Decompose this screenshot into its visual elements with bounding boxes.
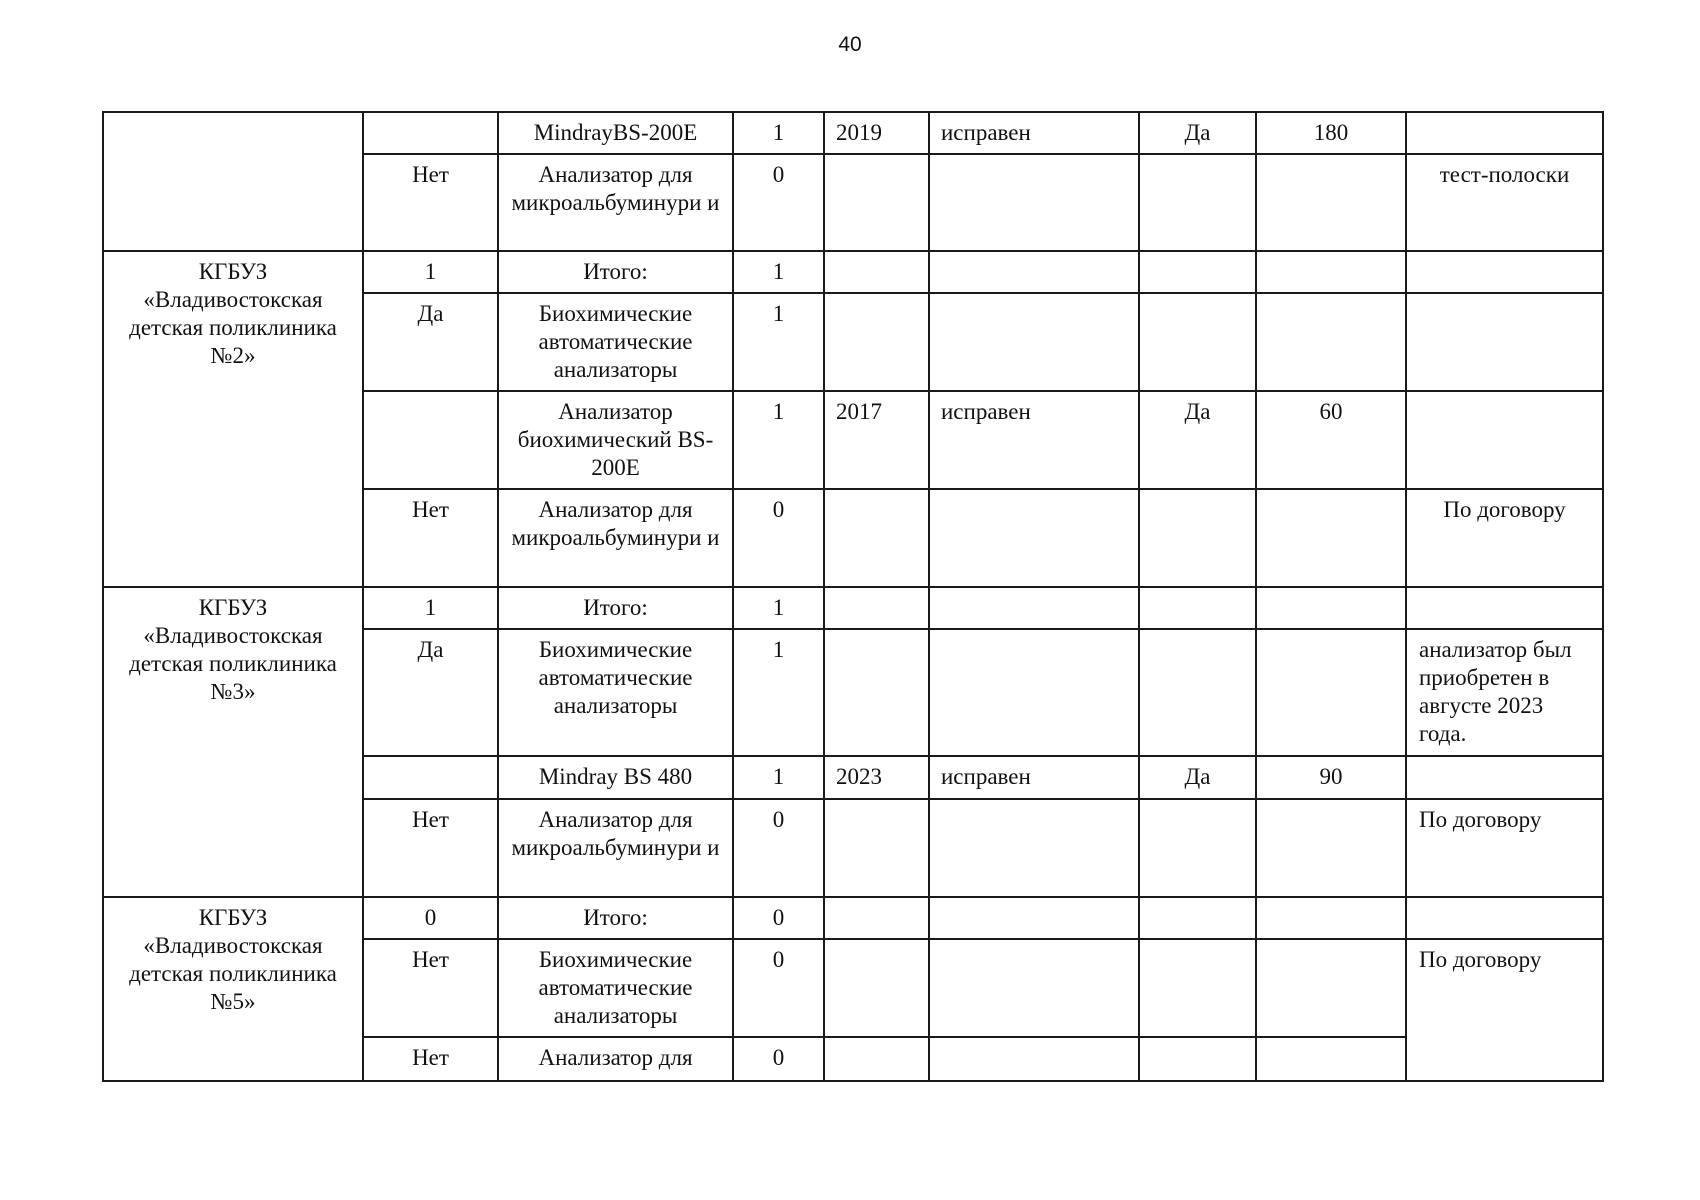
status-cell: Нет [363, 799, 498, 897]
year-cell [824, 251, 929, 293]
note-cell: По договору [1406, 939, 1603, 1081]
item-cell: Mindray BS 480 [498, 756, 733, 799]
year-cell: 2017 [824, 391, 929, 489]
qty-cell: 0 [733, 1037, 824, 1081]
org-cell [103, 112, 363, 251]
state-cell [929, 939, 1139, 1037]
status-cell: Нет [363, 1037, 498, 1081]
status-cell: Да [363, 629, 498, 756]
table-row [103, 587, 1603, 629]
status-cell: Нет [363, 154, 498, 251]
status-cell: 1 [363, 251, 498, 293]
year-cell: 2023 [824, 756, 929, 799]
note-cell [1406, 251, 1603, 293]
year-cell [824, 154, 929, 251]
flag-cell [1139, 251, 1256, 293]
state-cell: исправен [929, 112, 1139, 154]
page-number: 40 [838, 33, 862, 56]
item-cell: Итого: [498, 897, 733, 939]
state-cell [929, 897, 1139, 939]
days-cell [1256, 251, 1406, 293]
status-cell: Нет [363, 939, 498, 1037]
qty-cell: 0 [733, 154, 824, 251]
qty-cell: 0 [733, 939, 824, 1037]
qty-cell: 0 [733, 489, 824, 587]
flag-cell [1139, 1037, 1256, 1081]
flag-cell: Да [1139, 112, 1256, 154]
qty-cell: 1 [733, 251, 824, 293]
item-cell: Итого: [498, 251, 733, 293]
flag-cell [1139, 293, 1256, 391]
item-cell: Биохимические автоматические анализаторы [498, 629, 733, 756]
org-cell: КГБУЗ «Владивостокская детская поликлиника №2» [103, 251, 363, 587]
note-cell: По договору [1406, 799, 1603, 897]
org-cell: КГБУЗ «Владивостокская детская поликлиника №5» [103, 897, 363, 1081]
days-cell [1256, 489, 1406, 587]
flag-cell: Да [1139, 391, 1256, 489]
table-row [103, 897, 1603, 939]
year-cell [824, 897, 929, 939]
state-cell [929, 489, 1139, 587]
days-cell [1256, 897, 1406, 939]
qty-cell: 1 [733, 587, 824, 629]
qty-cell: 0 [733, 799, 824, 897]
days-cell: 60 [1256, 391, 1406, 489]
status-cell [363, 391, 498, 489]
item-cell: Анализатор биохимический BS-200E [498, 391, 733, 489]
table-row [103, 112, 1603, 154]
status-cell: Нет [363, 489, 498, 587]
note-cell [1406, 756, 1603, 799]
status-cell [363, 112, 498, 154]
note-cell: По договору [1406, 489, 1603, 587]
state-cell [929, 1037, 1139, 1081]
status-cell [363, 756, 498, 799]
days-cell [1256, 587, 1406, 629]
state-cell: исправен [929, 756, 1139, 799]
item-cell: Биохимические автоматические анализаторы [498, 293, 733, 391]
item-cell: Биохимические автоматические анализаторы [498, 939, 733, 1037]
days-cell [1256, 293, 1406, 391]
note-cell [1406, 587, 1603, 629]
note-cell [1406, 897, 1603, 939]
state-cell [929, 587, 1139, 629]
flag-cell [1139, 489, 1256, 587]
qty-cell: 1 [733, 391, 824, 489]
note-cell [1406, 112, 1603, 154]
year-cell [824, 1037, 929, 1081]
qty-cell: 0 [733, 897, 824, 939]
year-cell [824, 489, 929, 587]
note-cell: анализатор был приобретен в августе 2023 года. [1406, 629, 1603, 756]
state-cell [929, 293, 1139, 391]
note-cell [1406, 391, 1603, 489]
days-cell [1256, 799, 1406, 897]
note-cell: тест-полоски [1406, 154, 1603, 251]
item-cell: Анализатор для микроальбуминури и [498, 154, 733, 251]
qty-cell: 1 [733, 112, 824, 154]
days-cell [1256, 939, 1406, 1037]
note-cell [1406, 293, 1603, 391]
year-cell [824, 293, 929, 391]
flag-cell [1139, 897, 1256, 939]
qty-cell: 1 [733, 756, 824, 799]
state-cell [929, 629, 1139, 756]
state-cell: исправен [929, 391, 1139, 489]
item-cell: Итого: [498, 587, 733, 629]
status-cell: 0 [363, 897, 498, 939]
item-cell: MindrayBS-200E [498, 112, 733, 154]
days-cell: 180 [1256, 112, 1406, 154]
qty-cell: 1 [733, 293, 824, 391]
flag-cell: Да [1139, 756, 1256, 799]
status-cell: Да [363, 293, 498, 391]
flag-cell [1139, 629, 1256, 756]
item-cell: Анализатор для микроальбуминури и [498, 489, 733, 587]
year-cell [824, 587, 929, 629]
flag-cell [1139, 154, 1256, 251]
year-cell [824, 799, 929, 897]
days-cell [1256, 1037, 1406, 1081]
days-cell [1256, 629, 1406, 756]
year-cell [824, 939, 929, 1037]
year-cell [824, 629, 929, 756]
flag-cell [1139, 939, 1256, 1037]
equipment-table [102, 111, 1604, 1082]
days-cell [1256, 154, 1406, 251]
flag-cell [1139, 587, 1256, 629]
item-cell: Анализатор для [498, 1037, 733, 1081]
state-cell [929, 154, 1139, 251]
table-row [103, 251, 1603, 293]
qty-cell: 1 [733, 629, 824, 756]
org-cell: КГБУЗ «Владивостокская детская поликлиника №3» [103, 587, 363, 897]
flag-cell [1139, 799, 1256, 897]
item-cell: Анализатор для микроальбуминури и [498, 799, 733, 897]
state-cell [929, 799, 1139, 897]
status-cell: 1 [363, 587, 498, 629]
days-cell: 90 [1256, 756, 1406, 799]
state-cell [929, 251, 1139, 293]
year-cell: 2019 [824, 112, 929, 154]
